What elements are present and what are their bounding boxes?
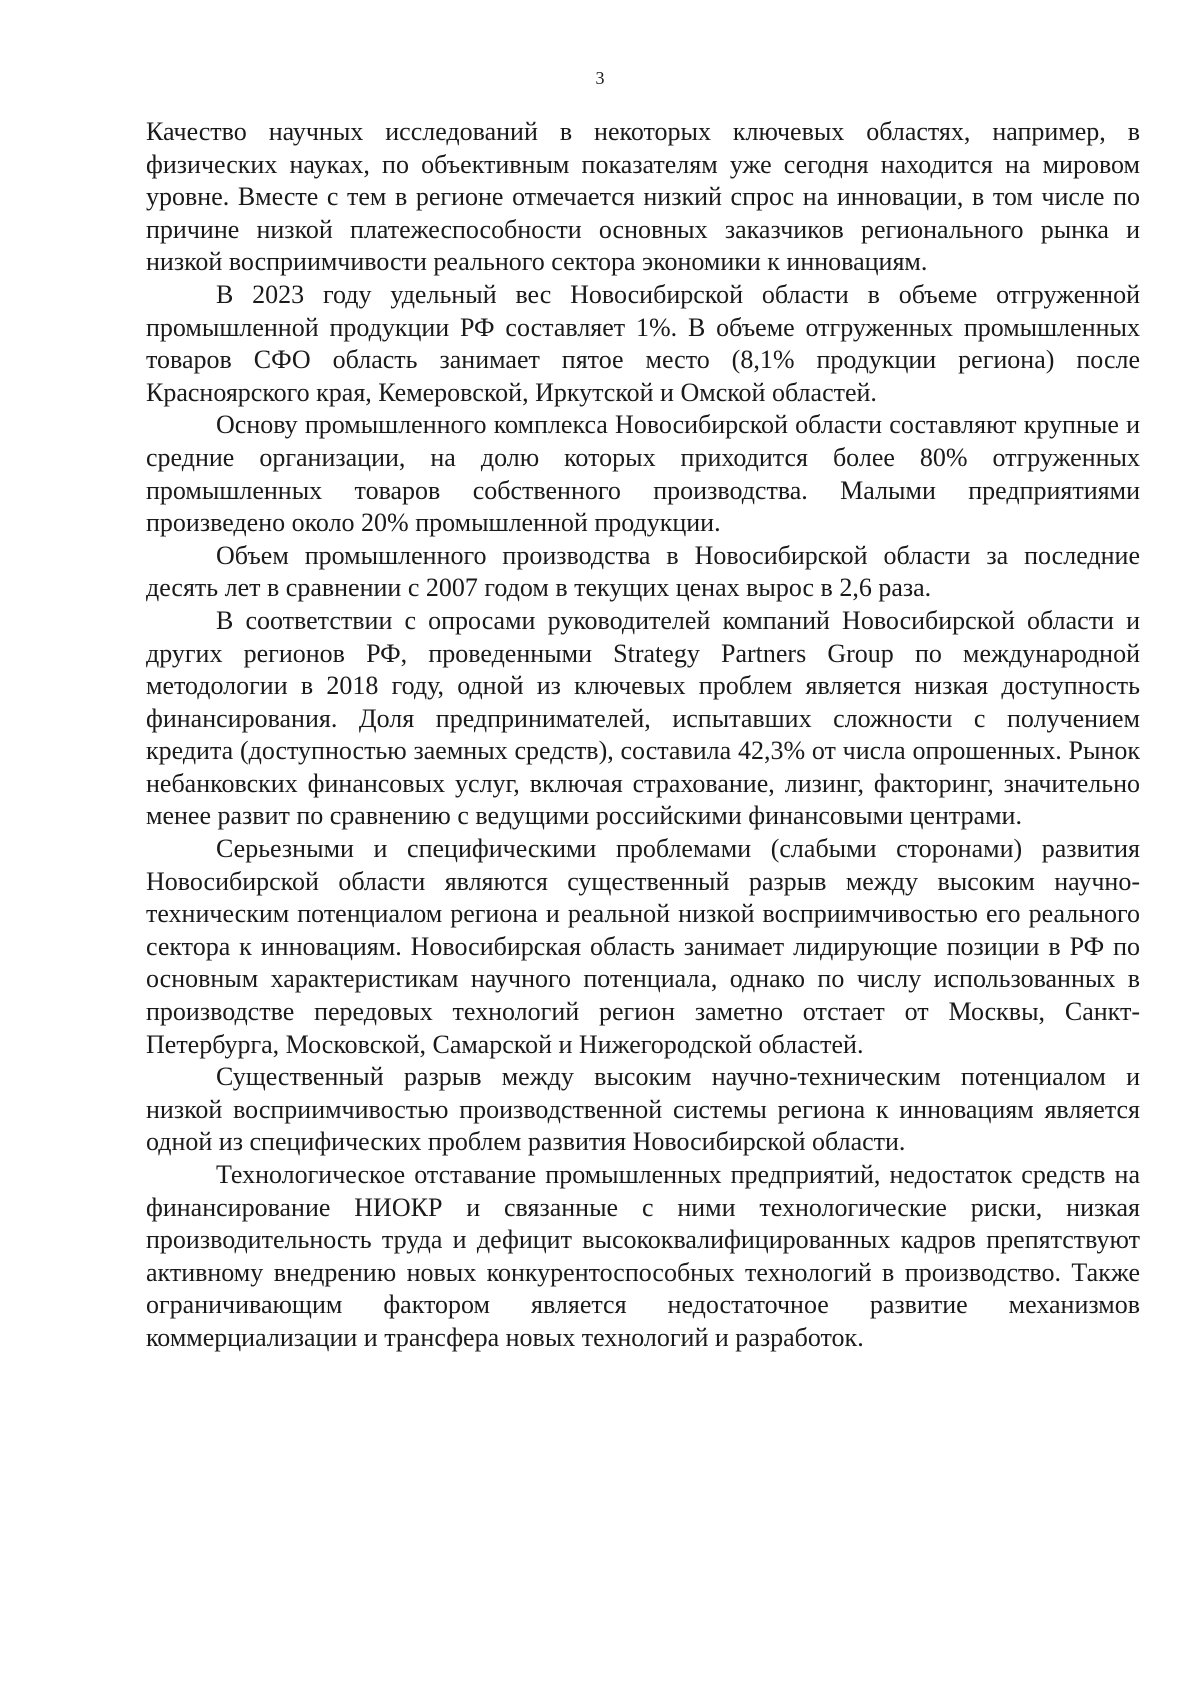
document-body [146, 116, 1140, 1355]
paragraph-research-quality: Качество научных исследований в некоторых ключевых областях, например, в физических науках, по объективным показателям уже сегодня находится на мировом уровне. Вместе с тем в регионе отмечается низкий спрос на инновации, в том числе по причине низкой платежеспособности основных заказчиков регионального рынка и низкой восприимчивости реального сектора экономики к инновациям. [146, 117, 1140, 277]
paragraph-specific-problems: Серьезными и специфическими проблемами (слабыми сторонами) развития Новосибирской области являются существенный разрыв между высоким научно-техническим потенциалом региона и реальной низкой восприимчивостью его реального сектора к инновациям. Новосибирская область занимает лидирующие позиции в РФ по основным характеристикам научного потенциала, однако по числу использованных в производстве передовых технологий регион заметно отстает от Москвы, Санкт-Петербурга, Московской, Самарской и Нижегородской областей. [146, 834, 1140, 1059]
paragraph-industrial-complex: Основу промышленного комплекса Новосибирской области составляют крупные и средние организации, на долю которых приходится более 80% отгруженных промышленных товаров собственного производства. Малыми предприятиями произведено около 20% промышленной продукции. [146, 410, 1140, 538]
paragraph-technological-lag: Технологическое отставание промышленных предприятий, недостаток средств на финансирование НИОКР и связанные с ними технологические риски, низкая производительность труда и дефицит высококвалифицированных кадров препятствуют активному внедрению новых конкурентоспособных технологий в производство. Также ограничивающим фактором является недостаточное развитие механизмов коммерциализации и трансфера новых технологий и разработок. [146, 1160, 1140, 1352]
paragraph-production-volume: Объем промышленного производства в Новосибирской области за последние десять лет в сравнении с 2007 годом в текущих ценах вырос в 2,6 раза. [146, 540, 1140, 603]
paragraph-survey-financing: В соответствии с опросами руководителей компаний Новосибирской области и других регионов РФ, проведенными Strategy Partners Group по международной методологии в 2018 году, одной из ключевых проблем является низкая доступность финансирования. Доля предпринимателей, испытавших сложности с получением кредита (доступностью заемных средств), составила 42,3% от числа опрошенных. Рынок небанковских финансовых услуг, включая страхование, лизинг, факторинг, значительно менее развит по сравнению с ведущими российскими финансовыми центрами. [146, 605, 1140, 831]
page-number: 3 [595, 68, 605, 88]
paragraph-industrial-share: В 2023 году удельный вес Новосибирской области в объеме отгруженной промышленной продукции РФ составляет 1%. В объеме отгруженных промышленных товаров СФО область занимает пятое место (8,1% продукции региона) после Красноярского края, Кемеровской, Иркутской и Омской областей. [146, 279, 1140, 407]
paragraph-innovation-gap: Существенный разрыв между высоким научно-техническим потенциалом и низкой восприимчивостью производственной системы региона к инновациям является одной из специфических проблем развития Новосибирской области. [146, 1062, 1140, 1157]
